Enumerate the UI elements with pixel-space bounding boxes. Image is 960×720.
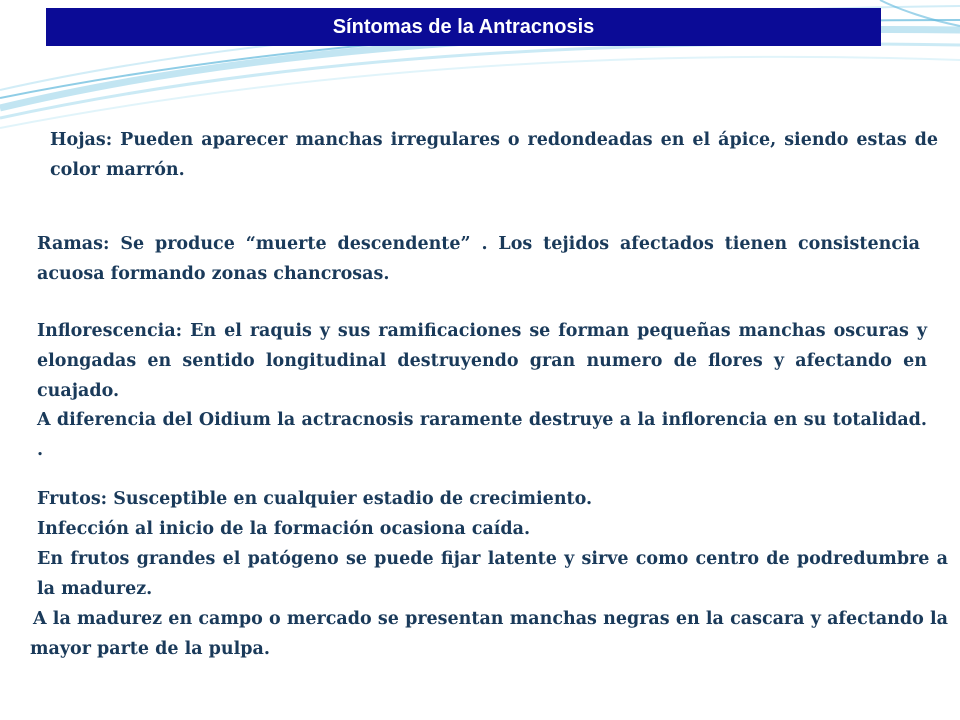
frutos-line-2: Infección al inicio de la formación ocasiona caída. (37, 519, 531, 539)
frutos-line-4: A la madurez en campo o mercado se presentan manchas negras en la cascara y afectando la mayor parte de la pulpa. (30, 609, 948, 659)
frutos-line-1-text: Susceptible en cualquier estadio de crecimiento. (113, 489, 593, 509)
hojas-label: Hojas: (50, 130, 113, 150)
hojas-text: Pueden aparecer manchas irregulares o redondeadas en el ápice, siendo estas de color marrón. (50, 130, 939, 180)
frutos-line-3: En frutos grandes el patógeno se puede fijar latente y sirve como centro de podredumbre a la madurez. (37, 549, 948, 599)
inflorescencia-label: Inflorescencia: (37, 321, 183, 341)
frutos-label: Frutos: (37, 489, 108, 509)
ramas-text: Se produce “muerte descendente” . Los tejidos afectados tienen consistencia acuosa formando zonas chancrosas. (37, 234, 920, 284)
frutos-block (30, 484, 948, 664)
inflorescencia-note: A diferencia del Oidium la actracnosis raramente destruye a la inflorencia en su totalidad. . (37, 410, 927, 460)
ramas-paragraph (37, 229, 920, 289)
ramas-label: Ramas: (37, 234, 110, 254)
frutos-line-1 (30, 484, 948, 514)
inflorescencia-text: En el raquis y sus ramificaciones se forman pequeñas manchas oscuras y elongadas en sentido longitudinal destruyendo gran numero de flores y afectando en cuajado. (37, 321, 928, 401)
hojas-paragraph (50, 125, 938, 185)
slide-title: Síntomas de la Antracnosis (46, 8, 881, 46)
inflorescencia-paragraph (37, 316, 927, 406)
